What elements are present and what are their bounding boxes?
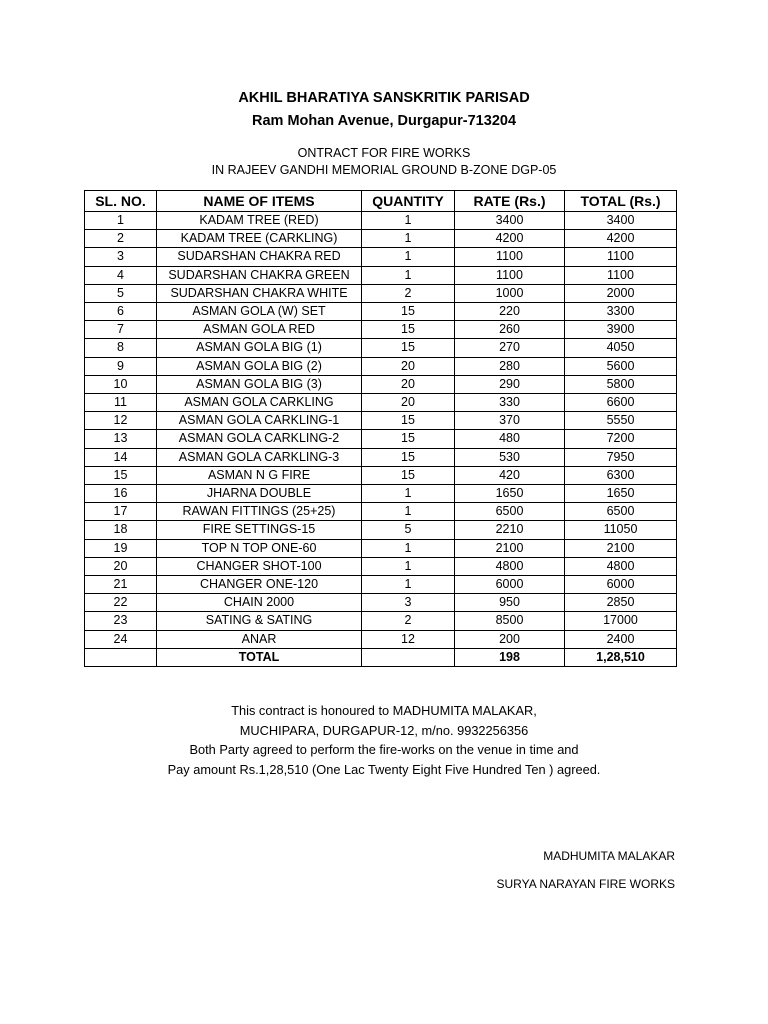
sl-no-cell: 13 <box>85 430 157 448</box>
sl-no-cell: 3 <box>85 248 157 266</box>
venue-line: IN RAJEEV GANDHI MEMORIAL GROUND B-ZONE DGP-05 <box>211 163 557 177</box>
item-name-cell: KADAM TREE (RED) <box>157 212 362 230</box>
total-row <box>85 648 677 666</box>
item-name-cell: SUDARSHAN CHAKRA WHITE <box>157 284 362 302</box>
table-row <box>85 485 677 503</box>
table-row <box>85 612 677 630</box>
rate-cell: 3400 <box>455 212 565 230</box>
col-header-quantity: QUANTITY <box>362 191 455 212</box>
total-cell: 4200 <box>565 230 677 248</box>
total-rate: 198 <box>455 648 565 666</box>
rate-cell: 280 <box>455 357 565 375</box>
total-cell: 1100 <box>565 266 677 284</box>
item-name-cell: ASMAN GOLA CARKLING-2 <box>157 430 362 448</box>
rate-cell: 6500 <box>455 503 565 521</box>
sl-no-cell: 21 <box>85 576 157 594</box>
items-body <box>85 212 677 649</box>
total-cell: 6600 <box>565 394 677 412</box>
rate-cell: 8500 <box>455 612 565 630</box>
sl-no-cell: 9 <box>85 357 157 375</box>
item-name-cell: RAWAN FITTINGS (25+25) <box>157 503 362 521</box>
table-row <box>85 248 677 266</box>
quantity-cell: 15 <box>362 339 455 357</box>
quantity-cell: 20 <box>362 375 455 393</box>
rate-cell: 200 <box>455 630 565 648</box>
table-row <box>85 375 677 393</box>
total-cell: 3400 <box>565 212 677 230</box>
sl-no-cell: 5 <box>85 284 157 302</box>
quantity-cell: 15 <box>362 303 455 321</box>
table-row <box>85 212 677 230</box>
total-cell: 5800 <box>565 375 677 393</box>
item-name-cell: KADAM TREE (CARKLING) <box>157 230 362 248</box>
rate-cell: 260 <box>455 321 565 339</box>
item-name-cell: ASMAN GOLA (W) SET <box>157 303 362 321</box>
item-name-cell: SUDARSHAN CHAKRA RED <box>157 248 362 266</box>
item-name-cell: ASMAN GOLA BIG (1) <box>157 339 362 357</box>
rate-cell: 370 <box>455 412 565 430</box>
sl-no-cell: 10 <box>85 375 157 393</box>
quantity-cell: 2 <box>362 284 455 302</box>
total-cell: 6000 <box>565 576 677 594</box>
sl-no-cell: 16 <box>85 485 157 503</box>
contract-text-line-4: Pay amount Rs.1,28,510 (One Lac Twenty Eight Five Hundred Ten ) agreed. <box>167 762 601 777</box>
item-name-cell: ASMAN GOLA BIG (3) <box>157 375 362 393</box>
table-row <box>85 448 677 466</box>
quantity-cell: 15 <box>362 448 455 466</box>
table-header-row <box>85 191 677 212</box>
table-row <box>85 284 677 302</box>
item-name-cell: ASMAN GOLA BIG (2) <box>157 357 362 375</box>
quantity-cell: 15 <box>362 321 455 339</box>
items-table <box>84 190 677 667</box>
total-cell: 2850 <box>565 594 677 612</box>
quantity-cell: 1 <box>362 503 455 521</box>
table-row <box>85 303 677 321</box>
sl-no-cell: 17 <box>85 503 157 521</box>
item-name-cell: SUDARSHAN CHAKRA GREEN <box>157 266 362 284</box>
table-row <box>85 412 677 430</box>
col-header-rate: RATE (Rs.) <box>455 191 565 212</box>
total-cell: 1100 <box>565 248 677 266</box>
total-cell: 6300 <box>565 466 677 484</box>
rate-cell: 4800 <box>455 557 565 575</box>
quantity-cell: 1 <box>362 266 455 284</box>
sl-no-cell: 6 <box>85 303 157 321</box>
item-name-cell: TOP N TOP ONE-60 <box>157 539 362 557</box>
sl-no-cell: 18 <box>85 521 157 539</box>
signature-party-1: MADHUMITA MALAKAR <box>543 849 675 863</box>
contract-text-line-1: This contract is honoured to MADHUMITA MALAKAR, <box>231 703 537 718</box>
sl-no-cell: 24 <box>85 630 157 648</box>
item-name-cell: ASMAN GOLA CARKLING <box>157 394 362 412</box>
sl-no-cell: 4 <box>85 266 157 284</box>
col-header-item-name: NAME OF ITEMS <box>157 191 362 212</box>
table-row <box>85 539 677 557</box>
quantity-cell: 20 <box>362 394 455 412</box>
item-name-cell: CHANGER ONE-120 <box>157 576 362 594</box>
total-cell: 6500 <box>565 503 677 521</box>
total-cell: 11050 <box>565 521 677 539</box>
item-name-cell: ANAR <box>157 630 362 648</box>
quantity-cell: 1 <box>362 539 455 557</box>
total-cell: 2000 <box>565 284 677 302</box>
table-row <box>85 266 677 284</box>
item-name-cell: CHANGER SHOT-100 <box>157 557 362 575</box>
total-cell: 1650 <box>565 485 677 503</box>
total-cell: 17000 <box>565 612 677 630</box>
table-row <box>85 321 677 339</box>
total-cell: 5550 <box>565 412 677 430</box>
rate-cell: 1650 <box>455 485 565 503</box>
sl-no-cell: 23 <box>85 612 157 630</box>
contract-text-line-2: MUCHIPARA, DURGAPUR-12, m/no. 9932256356 <box>239 723 529 738</box>
table-row <box>85 630 677 648</box>
sl-no-cell: 20 <box>85 557 157 575</box>
sl-no-cell: 1 <box>85 212 157 230</box>
sl-no-cell: 22 <box>85 594 157 612</box>
quantity-cell: 5 <box>362 521 455 539</box>
total-cell: 5600 <box>565 357 677 375</box>
quantity-cell: 3 <box>362 594 455 612</box>
col-header-sl-no: SL. NO. <box>85 191 157 212</box>
quantity-cell: 15 <box>362 430 455 448</box>
rate-cell: 1100 <box>455 248 565 266</box>
total-sl-cell <box>85 648 157 666</box>
quantity-cell: 1 <box>362 576 455 594</box>
quantity-cell: 1 <box>362 248 455 266</box>
rate-cell: 420 <box>455 466 565 484</box>
quantity-cell: 15 <box>362 466 455 484</box>
sl-no-cell: 8 <box>85 339 157 357</box>
quantity-cell: 1 <box>362 230 455 248</box>
item-name-cell: SATING & SATING <box>157 612 362 630</box>
total-cell: 7950 <box>565 448 677 466</box>
quantity-cell: 2 <box>362 612 455 630</box>
total-amount: 1,28,510 <box>565 648 677 666</box>
item-name-cell: ASMAN GOLA RED <box>157 321 362 339</box>
item-name-cell: JHARNA DOUBLE <box>157 485 362 503</box>
total-label: TOTAL <box>157 648 362 666</box>
sl-no-cell: 12 <box>85 412 157 430</box>
table-row <box>85 230 677 248</box>
total-cell: 4050 <box>565 339 677 357</box>
sl-no-cell: 2 <box>85 230 157 248</box>
table-row <box>85 521 677 539</box>
rate-cell: 330 <box>455 394 565 412</box>
organization-address: Ram Mohan Avenue, Durgapur-713204 <box>251 113 517 129</box>
rate-cell: 1100 <box>455 266 565 284</box>
total-cell: 4800 <box>565 557 677 575</box>
table-row <box>85 594 677 612</box>
rate-cell: 1000 <box>455 284 565 302</box>
organization-name: AKHIL BHARATIYA SANSKRITIK PARISAD <box>238 90 530 106</box>
table-row <box>85 557 677 575</box>
quantity-cell: 12 <box>362 630 455 648</box>
rate-cell: 6000 <box>455 576 565 594</box>
quantity-cell: 15 <box>362 412 455 430</box>
table-row <box>85 357 677 375</box>
contract-title: ONTRACT FOR FIRE WORKS <box>297 146 471 160</box>
rate-cell: 480 <box>455 430 565 448</box>
total-cell: 2100 <box>565 539 677 557</box>
quantity-cell: 1 <box>362 485 455 503</box>
signature-party-2: SURYA NARAYAN FIRE WORKS <box>496 877 675 891</box>
rate-cell: 270 <box>455 339 565 357</box>
item-name-cell: CHAIN 2000 <box>157 594 362 612</box>
col-header-total: TOTAL (Rs.) <box>565 191 677 212</box>
sl-no-cell: 19 <box>85 539 157 557</box>
total-cell: 7200 <box>565 430 677 448</box>
rate-cell: 290 <box>455 375 565 393</box>
sl-no-cell: 7 <box>85 321 157 339</box>
quantity-cell: 20 <box>362 357 455 375</box>
table-row <box>85 576 677 594</box>
quantity-cell: 1 <box>362 557 455 575</box>
rate-cell: 2210 <box>455 521 565 539</box>
sl-no-cell: 11 <box>85 394 157 412</box>
item-name-cell: ASMAN GOLA CARKLING-3 <box>157 448 362 466</box>
rate-cell: 530 <box>455 448 565 466</box>
rate-cell: 220 <box>455 303 565 321</box>
sl-no-cell: 14 <box>85 448 157 466</box>
table-row <box>85 430 677 448</box>
table-row <box>85 339 677 357</box>
sl-no-cell: 15 <box>85 466 157 484</box>
total-cell: 2400 <box>565 630 677 648</box>
rate-cell: 2100 <box>455 539 565 557</box>
table-row <box>85 503 677 521</box>
rate-cell: 950 <box>455 594 565 612</box>
total-cell: 3900 <box>565 321 677 339</box>
rate-cell: 4200 <box>455 230 565 248</box>
table-row <box>85 466 677 484</box>
item-name-cell: FIRE SETTINGS-15 <box>157 521 362 539</box>
total-cell: 3300 <box>565 303 677 321</box>
contract-text-line-3: Both Party agreed to perform the fire-works on the venue in time and <box>189 742 579 757</box>
item-name-cell: ASMAN GOLA CARKLING-1 <box>157 412 362 430</box>
quantity-cell: 1 <box>362 212 455 230</box>
item-name-cell: ASMAN N G FIRE <box>157 466 362 484</box>
total-quantity <box>362 648 455 666</box>
table-row <box>85 394 677 412</box>
